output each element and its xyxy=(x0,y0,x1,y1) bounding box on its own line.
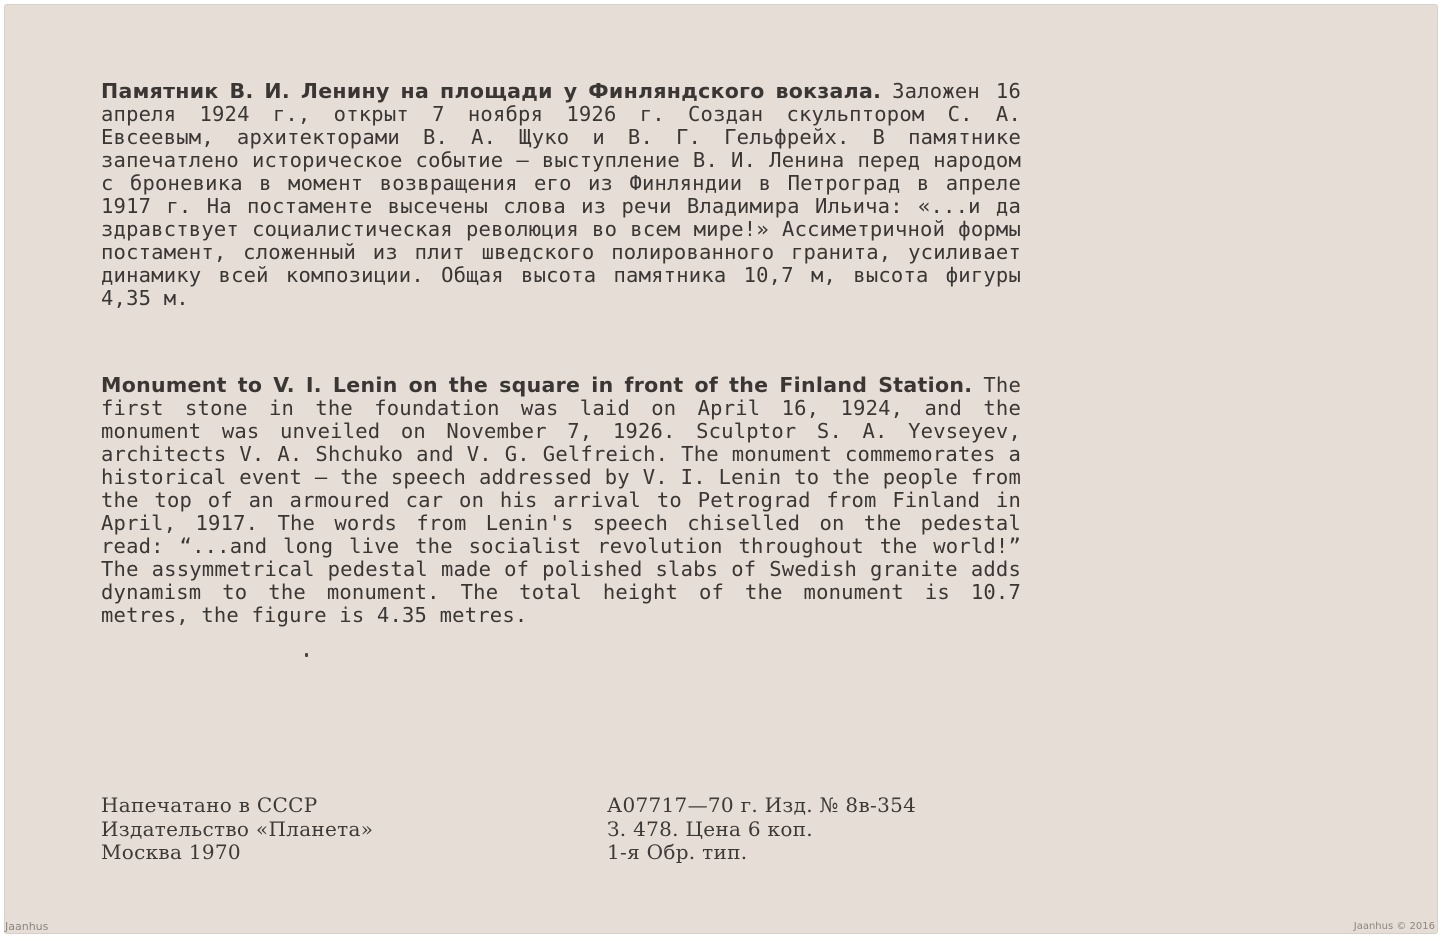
imprint-line-code: А07717—70 г. Изд. № 8в-354 xyxy=(607,793,917,817)
imprint-line-printed: Напечатано в СССР xyxy=(101,793,318,817)
russian-title: Памятник В. И. Ленину на площади у Финляндского вокзала. xyxy=(101,79,893,103)
imprint-publisher xyxy=(101,794,521,865)
postcard-back xyxy=(4,4,1438,934)
ink-speck xyxy=(305,653,308,657)
english-description xyxy=(101,374,1021,627)
imprint-line-price: З. 478. Цена 6 коп. xyxy=(607,816,813,841)
watermark-left: Jaanhus xyxy=(5,920,49,933)
english-body: The first stone in the foundation was laid on April 16, 1924, and the monument was unveiled on November 7, 1926. Sculptor S. A. Yevseyev, architects V. A. Shchuko and V. G. Gelfreich. The monument commemorates a historical event — the speech addressed by V. I. Lenin to the people from the top of an armoured car on his arrival to Petrograd from Finland in April, 1917. The words from Lenin's speech chiselled on the pedestal read: “...and long live the socialist revolution throughout the world!” The assymmetrical pedestal made of polished slabs of Swedish granite adds dynamism to the monument. The total height of the monument is 10.7 metres, the figure is 4.35 metres. xyxy=(101,373,1021,627)
imprint-line-city-year: Москва 1970 xyxy=(101,840,241,864)
imprint-line-printer: 1-я Обр. тип. xyxy=(607,840,748,864)
watermark-right: Jaanhus © 2016 xyxy=(1353,921,1435,932)
english-title: Monument to V. I. Lenin on the square in front of the Finland Station. xyxy=(101,373,984,397)
imprint-line-publisher: Издательство «Планета» xyxy=(101,816,374,841)
russian-body: Заложен 16 апреля 1924 г., открыт 7 ноября 1926 г. Создан скульптором С. А. Евсеевым, архитекторами В. А. Щуко и В. Г. Гельфрейх. В памятнике запечатлено историческое событие — выступление В. И. Ленина перед народом с броневика в момент возвращения его из Финляндии в Петроград в апреле 1917 г. На постаменте высечены слова из речи Владимира Ильича: «...и да здравствует социалистическая революция во всем мире!» Ассиметричной формы постамент, сложенный из плит шведского полированного гранита, усиливает динамику всей композиции. Общая высота памятника 10,7 м, высота фигуры 4,35 м. xyxy=(101,79,1022,310)
russian-description xyxy=(101,80,1021,310)
imprint-codes xyxy=(607,794,1037,865)
